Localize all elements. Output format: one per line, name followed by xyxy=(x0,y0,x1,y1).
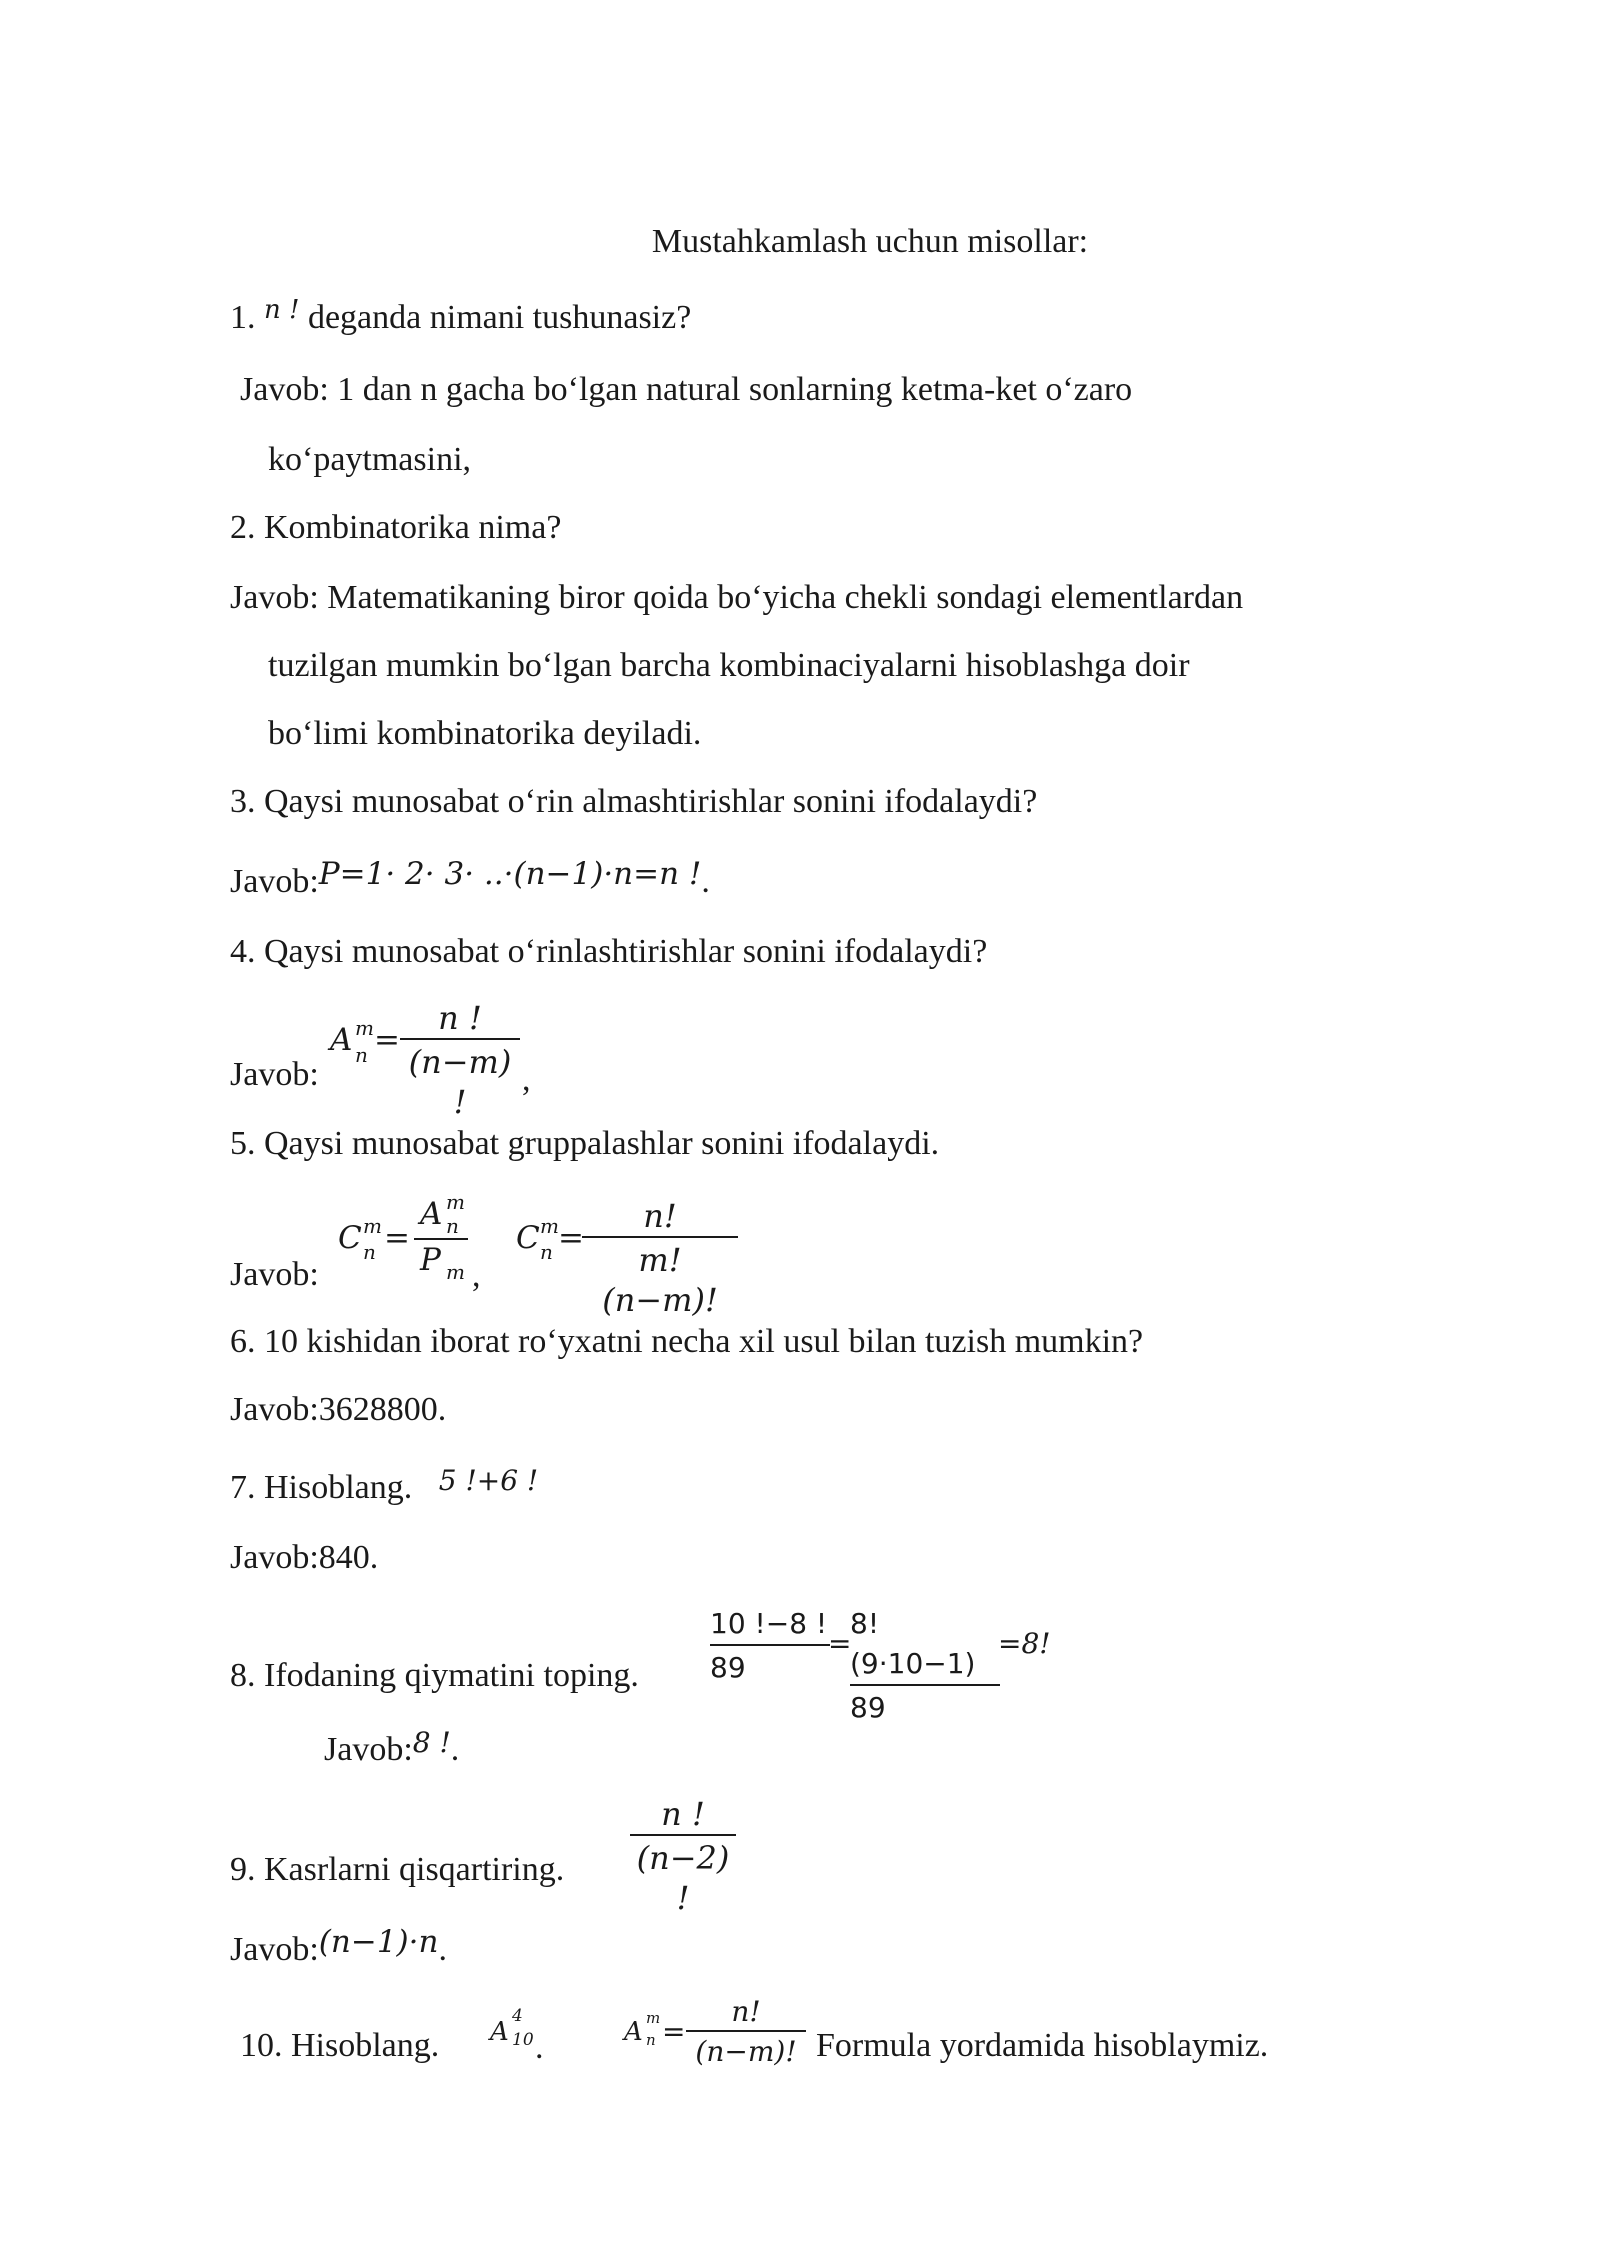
numerator-subscript: n xyxy=(446,1214,459,1238)
superscript-m: m xyxy=(540,1214,559,1238)
formula-end: , xyxy=(472,1257,481,1294)
fraction-denominator: (n−m) ! xyxy=(400,1038,520,1122)
fraction-numerator: n! xyxy=(731,1995,761,2028)
fraction-denominator: (n−m)! xyxy=(686,2030,806,2070)
fraction-1-numerator: 10 !−8 ! xyxy=(710,1607,828,1640)
answer-4-label: Javob: xyxy=(230,1056,319,1093)
question-text: deganda nimani tushunasiz? xyxy=(307,299,692,336)
formula-end: . xyxy=(535,2029,544,2066)
denominator-symbol-p: P xyxy=(420,1242,441,1278)
formula-fraction-to-simplify xyxy=(630,1794,736,1918)
formula-sum-factorials: 5 !+6 ! xyxy=(438,1464,539,1497)
answer-end: . xyxy=(701,863,710,900)
superscript-m: m xyxy=(355,1016,374,1040)
subscript-10: 10 xyxy=(512,2030,534,2050)
formula-n-factorial: n ! xyxy=(264,295,300,325)
fraction-2-numerator: 8!(9·10−1) xyxy=(850,1607,976,1680)
fraction-denominator: m!(n−m)! xyxy=(582,1236,738,1320)
superscript-m: m xyxy=(646,2009,661,2027)
answer-8 xyxy=(324,1726,460,1771)
answer-2-line-2: tuzilgan mumkin bo‘lgan barcha kombinaciyalarni hisoblashga doir xyxy=(268,647,1190,684)
fraction xyxy=(582,1196,738,1320)
equals-sign: = xyxy=(374,1022,400,1058)
answer-2-line-1: Javob: Matematikaning biror qoida bo‘yicha chekli sondagi elementlardan xyxy=(230,579,1244,616)
question-3: 3. Qaysi munosabat o‘rin almashtirishlar sonini ifodalaydi? xyxy=(230,783,1038,820)
page-title: Mustahkamlash uchun misollar: xyxy=(651,223,1089,260)
equals-sign: = xyxy=(662,2015,686,2048)
superscript-m: m xyxy=(363,1214,382,1238)
answer-7: Javob:840. xyxy=(230,1539,379,1576)
question-6: 6. 10 kishidan iborat ro‘yxatni necha xil usul bilan tuzish mumkin? xyxy=(230,1323,1144,1360)
answer-5-label: Javob: xyxy=(230,1256,319,1293)
question-2: 2. Kombinatorika nima? xyxy=(230,509,562,546)
subscript-n: n xyxy=(646,2031,656,2049)
question-number: 1. xyxy=(230,299,256,336)
fraction-denominator: (n−2) ! xyxy=(630,1834,736,1918)
equals-sign: = xyxy=(384,1220,410,1256)
equals-sign: = xyxy=(558,1220,584,1256)
question-4: 4. Qaysi munosabat o‘rinlashtirishlar sonini ifodalaydi? xyxy=(230,933,988,970)
question-5: 5. Qaysi munosabat gruppalashlar sonini ifodalaydi. xyxy=(230,1125,940,1162)
numerator-symbol-a: A xyxy=(420,1196,443,1232)
denominator-subscript: m xyxy=(446,1260,465,1284)
answer-label: Javob: xyxy=(324,1731,413,1768)
answer-label: Javob: xyxy=(230,863,319,900)
numerator-superscript: m xyxy=(446,1190,465,1214)
equals-sign-1: = xyxy=(828,1627,852,1660)
question-9: 9. Kasrlarni qisqartiring. xyxy=(230,1851,565,1888)
fraction-bar xyxy=(414,1238,468,1240)
subscript-n: n xyxy=(355,1043,368,1067)
formula-simplified: (n−1)·n xyxy=(318,1924,439,1960)
formula-end: , xyxy=(522,1061,531,1098)
symbol-c: C xyxy=(516,1220,540,1256)
subscript-n: n xyxy=(540,1240,553,1264)
answer-9 xyxy=(230,1924,447,1970)
symbol-a: A xyxy=(330,1022,353,1058)
question-10: 10. Hisoblang. xyxy=(240,2027,440,2064)
answer-6: Javob:3628800. xyxy=(230,1391,447,1428)
answer-label: Javob: xyxy=(230,1931,319,1968)
subscript-n: n xyxy=(363,1240,376,1264)
symbol-a: A xyxy=(624,2017,643,2047)
superscript-4: 4 xyxy=(512,2006,523,2026)
answer-3 xyxy=(230,856,710,902)
symbol-a: A xyxy=(490,2017,509,2047)
question-7 xyxy=(230,1464,539,1509)
result: =8! xyxy=(998,1627,1051,1660)
answer-2-line-3: bo‘limi kombinatorika deyiladi. xyxy=(268,715,702,752)
symbol-c: C xyxy=(338,1220,362,1256)
formula-permutations: P=1· 2· 3· ..·(n−1)·n=n ! xyxy=(318,856,702,892)
fraction-2-denominator: 89 xyxy=(850,1684,1000,1728)
fraction-numerator: n ! xyxy=(661,1795,705,1833)
fraction-1-denominator: 89 xyxy=(710,1644,830,1688)
fraction-numerator: n! xyxy=(643,1197,677,1235)
fraction-2 xyxy=(850,1604,1000,1728)
question-text: 7. Hisoblang. xyxy=(230,1469,413,1506)
formula-tail-text: Formula yordamida hisoblaymiz. xyxy=(816,2027,1269,2064)
answer-end: . xyxy=(438,1931,447,1968)
question-1 xyxy=(230,295,692,340)
fraction xyxy=(400,998,520,1122)
formula-8-factorial: 8 ! xyxy=(412,1726,451,1759)
fraction-1 xyxy=(710,1604,830,1688)
answer-1-line-2: ko‘paytmasini, xyxy=(268,441,472,478)
answer-1-line-1: Javob: 1 dan n gacha bo‘lgan natural sonlarning ketma-ket o‘zaro xyxy=(240,371,1133,408)
answer-end: . xyxy=(450,1731,460,1768)
fraction xyxy=(686,1994,806,2070)
question-8: 8. Ifodaning qiymatini toping. xyxy=(230,1657,639,1694)
fraction-numerator: n ! xyxy=(438,999,482,1037)
